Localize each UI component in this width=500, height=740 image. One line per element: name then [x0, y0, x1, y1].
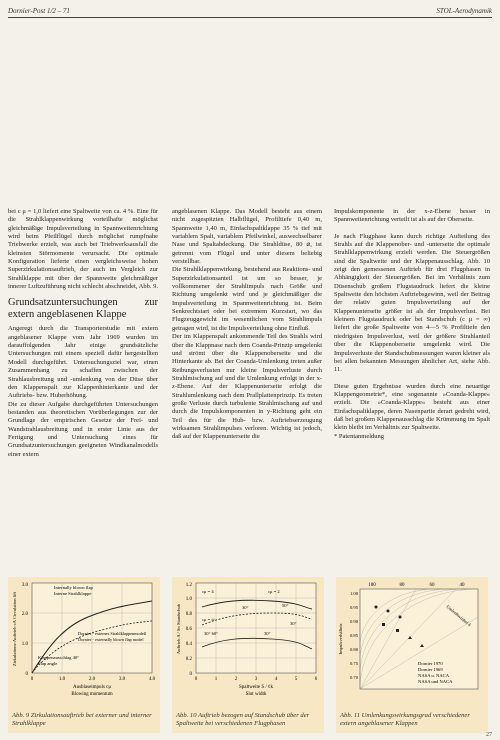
- paragraph: bei c μ = 1,0 liefert eine Spaltweite von ca. 4 %. Eine für die Strahlklappenwirkung vorteilhafte möglichst gleichmäßige Impulsverteilung in Spannweitenrichtung wird beim Pfeilflügel durch möglichst rumpfnahe Triebwerke erzielt, was auch bei Triebwerksausfall die kleinsten Störmomente verursacht. Die optimale Konfiguration lieferte einen vergleichsweise hohen Superzirkulationsauftrieb, der auch im Vergleich zur Strahlklappe mit über der Spannweite gleichmäßiger innerer Luftzuführung nicht schlecht abschneidet, Abb. 9.: [8, 208, 158, 291]
- curve-label: cμ = 2: [268, 589, 280, 594]
- legend-text: NASA und NACA: [418, 679, 453, 684]
- tick-label: 3: [254, 677, 258, 682]
- legend-text: Dornier - externes Strahlklappenmodell: [78, 631, 147, 636]
- tick-label: 1.00: [349, 591, 358, 596]
- annotation: Umlenkwinkel δ: [445, 603, 473, 628]
- annotation: Klappenausschlag 40°: [38, 655, 80, 660]
- tick-label: 0.2: [185, 657, 192, 662]
- curve-label: 50°: [282, 603, 289, 608]
- tick-label: 3.0: [21, 583, 28, 588]
- text-column-2: [172, 208, 322, 442]
- figure-9: [8, 577, 160, 733]
- tick-label: 6: [314, 677, 318, 682]
- tick-label: 4.0: [148, 677, 156, 682]
- figure-11-plot: [336, 577, 488, 702]
- page-number: 27: [486, 732, 492, 738]
- paragraph: Diese guten Ergebnisse wurden durch eine neuartige Klappengeometrie*, eine sogenannte »Coanda-Klappe« erzielt. Die »Coanda-Klappe« besteht aus einer Einfachspaltklappe, deren Nasenpartie derart gedreht wird, daß bei großem Klappenausschlag die Krümmung im Spalt klein bleibt im Verhältnis zur Spaltweite.: [334, 382, 490, 432]
- tick-label: 1.0: [58, 677, 66, 682]
- header-rule: [8, 17, 492, 18]
- tick-label: 0: [25, 672, 28, 677]
- paragraph: Impulskomponente in der x-z-Ebene besser in Spannweitenrichtung verteilt ist als auf der Oberseite.: [334, 208, 490, 224]
- figure-10-plot: [172, 577, 324, 702]
- tick-label: 0.6: [185, 627, 192, 632]
- text-column-3: [334, 208, 490, 441]
- x-axis-label-en: Slot width: [245, 692, 267, 697]
- curve-label: 30°: [242, 605, 249, 610]
- figure-11: [336, 577, 488, 733]
- y-axis-label: Impulsverhältnis: [338, 623, 343, 655]
- tick-label: 0.4: [185, 642, 192, 647]
- legend-text: Dornier 1970: [418, 661, 443, 666]
- paragraph: Angeregt durch die Transporterstudie mit extern angeblasener Klappe vom Jahr 1969 wurden im darauffolgenden Jahr einige grundsätzliche Untersuchungen mit einem speziell dafür hergestellten Modell durchgeführt. Untersuchungsziel war, einen Zusammenhang zu schaffen zwischen der Strahlausbreitung und -umlenkung von der Düse über den Klappenspalt zur Klappenhinterkante und der Auftriebs- bzw. Huberhöhung.: [8, 325, 158, 400]
- x-axis-label: Ausblaseimpuls cμ: [72, 685, 112, 690]
- tick-label: 1.2: [185, 583, 192, 588]
- paragraph: angeblasenen Klappe. Das Modell besteht aus einem nicht zugespitzten Halbflügel, Profiltiefe 0,40 m, Spannweite 1,40 m, Einfachspaltklappe 35 % tief mit variablem Spalt, variablem Pfeilwinkel, auswechselbarer Nase und Spaltabdeckung. Die Strahldüse, 80 ⌀, ist getrennt vom Flügel und unter diesem beliebig verstellbar.: [172, 208, 322, 266]
- tick-label: 0.90: [349, 619, 358, 624]
- tick-label: 100: [368, 583, 376, 588]
- header-right: STOL-Aerodynamik: [436, 7, 492, 15]
- legend-text: Dornier - externally blown flap model: [78, 637, 144, 642]
- tick-label: 0.75: [349, 661, 358, 666]
- legend-text: Internally blown flap: [54, 585, 93, 590]
- tick-label: 0.80: [349, 647, 358, 652]
- figure-caption: Abb. 11 Umlenkungswirkungsgrad verschiedener extern angeblasener Klappen: [340, 712, 470, 727]
- tick-label: 1: [214, 677, 218, 682]
- tick-label: 1.0: [185, 597, 192, 602]
- figure-9-plot: [8, 577, 160, 702]
- tick-label: 1.0: [21, 642, 28, 647]
- x-axis-label: Spaltweite S / ℓk: [239, 685, 273, 690]
- tick-label: 80: [399, 583, 405, 588]
- figure-10: [172, 577, 324, 733]
- tick-label: 3.0: [118, 677, 126, 682]
- annotation: Flap angle: [38, 661, 58, 666]
- curve-label: 30° 60°: [204, 631, 219, 636]
- curve-label: cμ = ∞: [202, 617, 215, 622]
- tick-label: 40: [459, 583, 465, 588]
- paragraph: Der im Klappenspalt ankommende Teil des Strahls wird über die Klappnase nach dem Coanda-Prinzip umgelenkt und strömt über die Klappenoberseite und die Hinterkante ab. Bei der Coanda-Umlenkung treten außer Reibungsverlusten nur kleine Impulsverluste durch Strahlmischung auf und die Umlenkung erfolgt in der x-z-Ebene. Auf der Klappenunterseite erfolgt die Strahlumlenkung nach dem Prallplattenprinzip. Es treten große Verluste durch turbulente Strahlmischung auf und durch die Impulskomponenten in y-Richtung geht ein Teil des für die Hub- bzw. Auftriebserzeugung wirksamen Strahlimpulses verloren. Wichtig ist jedoch, daß auf der Klappenunterseite die: [172, 333, 322, 441]
- x-axis-label-en: Blowing momentum: [71, 692, 113, 697]
- curve-label: 30°: [264, 631, 271, 636]
- header-left: Dornier-Post 1/2 – 71: [8, 7, 70, 15]
- paragraph: Die Strahlklappenwirkung, bestehend aus Reaktions- und Superzirkulationsanteil ist um so besser, je vollkommener der Strahlimpuls nach Größe und Richtung umgelenkt wird und je gleichmäßiger die Impulsverteilung in Spannweitenrichtung ist. Beim Senkrechtstart oder bei extremem Kurzstart, wo das Flugzeuggewicht im wesentlichen vom Strahlimpuls getragen wird, ist die Impulsverteilung ohne Einfluß.: [172, 266, 322, 332]
- paragraph: Je nach Flugphase kann durch richtige Aufteilung des Strahls auf die Klappenober- und -unterseite die optimale Strahlklappenwirkung erzielt werden. Die Steuergrößen sind die Spaltweite und der Klappenausschlag. Abb. 10 zeigt den gemessenen Auftrieb für drei Flugphasen in Abhängigkeit der Steuergrößen. Bei im Verhältnis zum Düsenschub großem Flugstaudruck liefert die kleine Spaltweite den höchsten Auftriebsgewinn, weil der Beitrag der relativ guten Impulsverteilung auf der Klappenunterseite größer ist als der Impulsverlust. Bei kleinem Flugstaudruck oder bei Standschub (c μ = ∞) liefert die große Spaltweite von 4—5 % Profiltiefe den niedrigsten Impulsverlust, weil der größere Strahlanteil über die Klappenoberseite umgelenkt wird. Die Impulsverluste der Standschubmessungen waren kleiner als bei allen bekannten Messungen ähnlicher Art, siehe Abb. 11.: [334, 232, 490, 374]
- legend-text: Interne Strahlklappe: [54, 591, 92, 596]
- curve-label: 30°: [290, 621, 297, 626]
- tick-label: 4: [274, 677, 278, 682]
- tick-label: 60: [429, 583, 435, 588]
- figure-caption: Abb. 9 Zirkulationsauftrieb bei externer und interner Strahlklappe: [12, 712, 152, 727]
- y-axis-label: Zirkulations-Auftrieb cA Circulation lift: [12, 591, 17, 667]
- tick-label: 0.8: [185, 612, 192, 617]
- tick-label: 2.0: [21, 612, 28, 617]
- legend-text: Dornier 1969: [418, 667, 443, 672]
- tick-label: 2: [234, 677, 238, 682]
- paragraph: Die zu dieser Aufgabe durchgeführten Untersuchungen bestanden aus theoretischen Vorüberlegungen zur der Grundlage der empirischen Gesetze der Frei- und Wandstrahlausbreitung und in erster Linie aus der Fertigung und Untersuchung eines für Grundsatzuntersuchungen geeigneten Windkanalmodells einer extern: [8, 400, 158, 458]
- section-heading: Grundsatzuntersuchungen zur extern angeblasenen Klappe: [8, 297, 158, 321]
- text-column-1: [8, 208, 158, 459]
- tick-label: 0.95: [349, 605, 358, 610]
- y-axis-label: Auftrieb A / So Standschub: [176, 603, 181, 655]
- tick-label: 0: [30, 677, 34, 682]
- tick-label: 0.70: [349, 675, 358, 680]
- tick-label: 0.85: [349, 633, 358, 638]
- tick-label: 5: [294, 677, 298, 682]
- tick-label: 2.0: [88, 677, 96, 682]
- tick-label: 0: [194, 677, 198, 682]
- figure-caption: Abb. 10 Auftrieb bezogen auf Standschub über der Spaltweite bei verschiedenen Flugphasen: [176, 712, 310, 727]
- tick-label: 0: [189, 672, 192, 677]
- footnote: * Patentanmeldung: [334, 432, 385, 440]
- legend-text: NASA u. NACA: [418, 673, 450, 678]
- curve-label: cμ = 4: [202, 589, 214, 594]
